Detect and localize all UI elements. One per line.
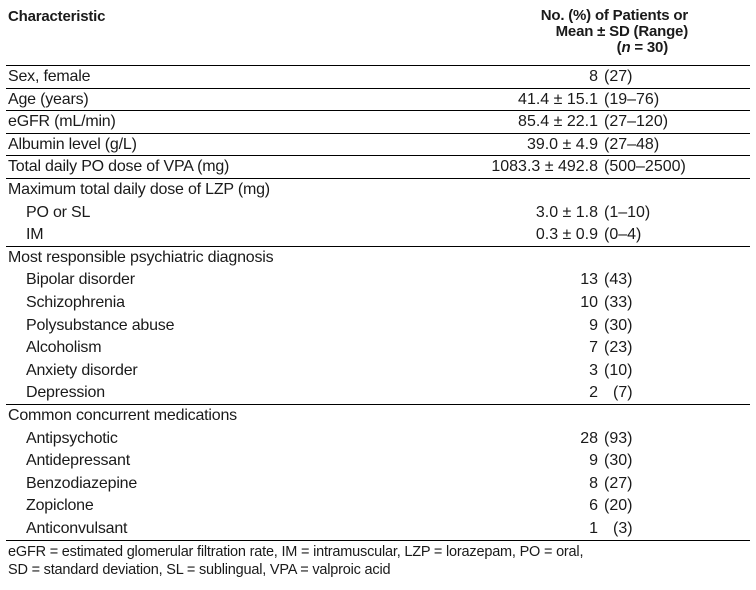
row-label: Anxiety disorder xyxy=(26,361,138,379)
row-value: 3 xyxy=(589,361,598,379)
row-value: 1083.3 ± 492.8 xyxy=(491,158,598,176)
table-row xyxy=(6,495,750,518)
row-value: 28 xyxy=(580,429,598,447)
row-label: IM xyxy=(26,226,44,244)
row-label: Polysubstance abuse xyxy=(26,316,175,334)
row-value: 13 xyxy=(580,271,598,289)
table-body xyxy=(6,66,750,540)
header-n-symbol: n xyxy=(621,39,631,56)
table-row xyxy=(6,450,750,473)
table-row xyxy=(6,473,750,496)
row-value: 3.0 ± 1.8 xyxy=(535,203,598,221)
row-value: 10 xyxy=(580,293,598,311)
header-value-column xyxy=(541,8,688,56)
row-value: 39.0 ± 4.9 xyxy=(526,135,598,153)
row-value: 7 xyxy=(589,339,598,357)
table-row xyxy=(6,269,750,292)
row-range: (7) xyxy=(613,384,633,402)
row-range: (33) xyxy=(604,293,633,311)
row-value: 8 xyxy=(589,474,598,492)
row-range: (43) xyxy=(604,271,633,289)
row-label: Benzodiazepine xyxy=(26,474,138,492)
row-value: 9 xyxy=(589,316,598,334)
table-footnote xyxy=(6,540,750,579)
row-value: 85.4 ± 22.1 xyxy=(518,113,598,131)
table-row xyxy=(6,405,750,428)
table-row xyxy=(6,66,750,89)
row-value: 9 xyxy=(589,452,598,470)
row-range: (20) xyxy=(604,497,633,515)
row-label: PO or SL xyxy=(26,203,91,221)
footnote-line-1: eGFR = estimated glomerular filtration rate, IM = intramuscular, LZP = lorazepam, PO = oral, xyxy=(8,544,584,561)
table-header xyxy=(6,6,750,66)
row-range: (27–48) xyxy=(604,135,660,153)
row-label: eGFR (mL/min) xyxy=(8,113,116,131)
header-value-line2: Mean ± SD (Range) xyxy=(555,23,688,40)
row-label: Schizophrenia xyxy=(26,293,125,311)
row-range: (10) xyxy=(604,361,633,379)
row-label: Zopiclone xyxy=(26,497,94,515)
row-label: Antidepressant xyxy=(26,452,130,470)
row-label: Albumin level (g/L) xyxy=(8,135,137,153)
table-row xyxy=(6,202,750,225)
header-n-suffix: = 30) xyxy=(630,39,668,56)
row-label: Anticonvulsant xyxy=(26,519,128,537)
row-range: (93) xyxy=(604,429,633,447)
row-value: 41.4 ± 15.1 xyxy=(518,90,598,108)
row-range: (27) xyxy=(604,474,633,492)
row-range: (27) xyxy=(604,68,633,85)
row-label: Most responsible psychiatric diagnosis xyxy=(8,248,274,266)
row-range: (27–120) xyxy=(604,113,669,131)
row-range: (1–10) xyxy=(604,203,651,221)
row-label: Total daily PO dose of VPA (mg) xyxy=(8,158,230,176)
row-range: (500–2500) xyxy=(604,158,686,176)
table-row xyxy=(6,337,750,360)
footnote-line-2: SD = standard deviation, SL = sublingual, VPA = valproic acid xyxy=(8,562,391,579)
row-label: Depression xyxy=(26,384,105,402)
header-n-prefix: ( xyxy=(616,39,622,56)
table-row xyxy=(6,247,750,270)
table-row xyxy=(6,518,750,541)
table-row xyxy=(6,156,750,179)
row-value: 6 xyxy=(589,497,598,515)
row-label: Common concurrent medications xyxy=(8,406,237,424)
table-row xyxy=(6,360,750,383)
table-row xyxy=(6,428,750,451)
row-value: 8 xyxy=(589,68,598,85)
table-row xyxy=(6,292,750,315)
row-label: Age (years) xyxy=(8,90,89,108)
table-row xyxy=(6,89,750,112)
table-row xyxy=(6,315,750,338)
characteristics-table xyxy=(6,6,750,579)
row-range: (0–4) xyxy=(604,226,642,244)
row-value: 1 xyxy=(589,519,598,537)
row-range: (3) xyxy=(613,519,633,537)
row-label: Alcoholism xyxy=(26,339,102,357)
table-row xyxy=(6,111,750,134)
header-value-line3 xyxy=(541,40,688,56)
row-value: 0.3 ± 0.9 xyxy=(535,226,598,244)
row-label: Maximum total daily dose of LZP (mg) xyxy=(8,180,270,198)
row-label: Antipsychotic xyxy=(26,429,118,447)
row-range: (19–76) xyxy=(604,90,660,108)
row-label: Bipolar disorder xyxy=(26,271,135,289)
header-characteristic: Characteristic xyxy=(8,8,106,25)
row-range: (23) xyxy=(604,339,633,357)
table-row xyxy=(6,179,750,202)
table-row xyxy=(6,224,750,247)
row-range: (30) xyxy=(604,316,633,334)
row-value: 2 xyxy=(589,384,598,402)
table-row xyxy=(6,134,750,157)
row-range: (30) xyxy=(604,452,633,470)
row-label: Sex, female xyxy=(8,68,91,85)
header-value-line1: No. (%) of Patients or xyxy=(540,7,688,24)
table-row xyxy=(6,382,750,405)
